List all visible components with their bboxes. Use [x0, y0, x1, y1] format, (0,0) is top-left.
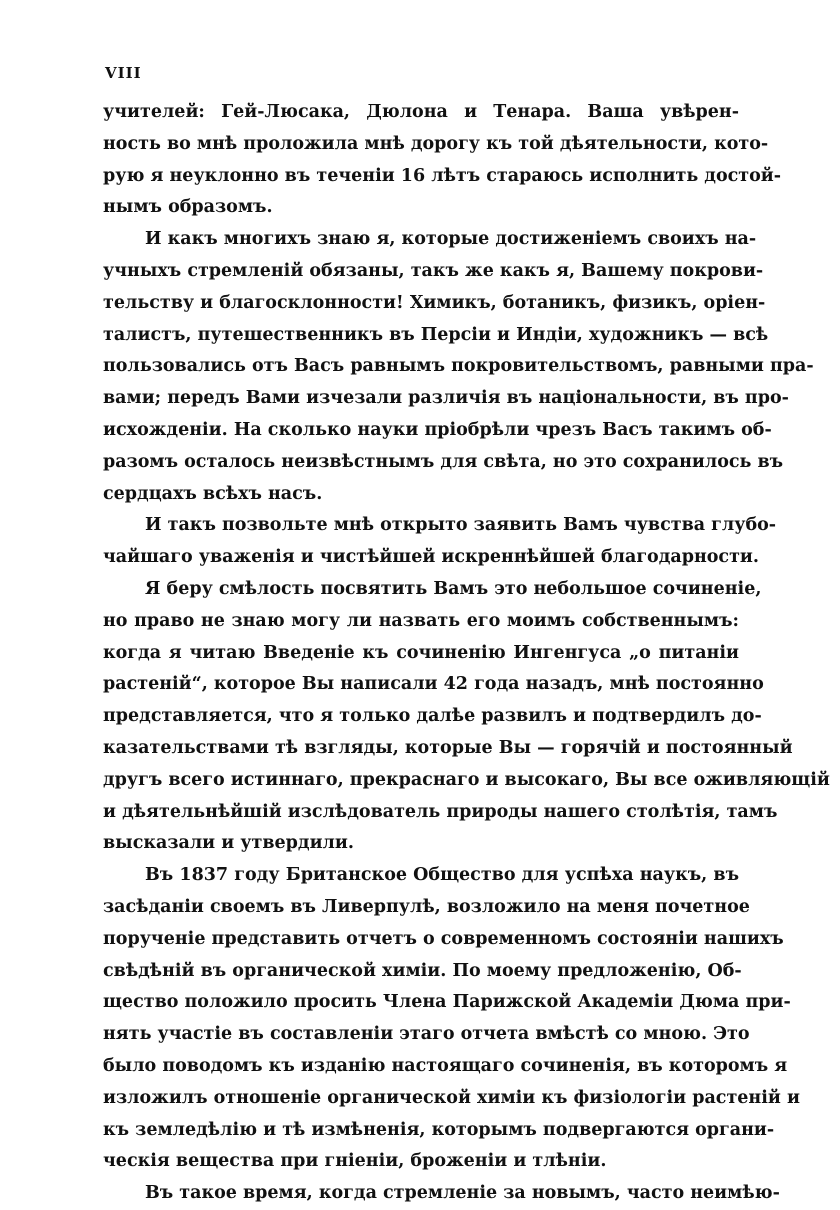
text-line: къ земледѣлію и тѣ измѣненія, которымъ подвергаются органи- [103, 1119, 775, 1140]
text-line: высказали и утвердили. [103, 833, 354, 854]
text-line: растеній“, которое Вы написали 42 года назадъ, мнѣ постоянно [103, 674, 764, 695]
text-line: Въ такое время, когда стремленіе за новымъ, часто неимѣю- [145, 1183, 780, 1204]
text-line: Въ 1837 году Британское Общество для успѣха наукъ, въ [145, 865, 739, 886]
page-number: VIII [105, 64, 142, 82]
text-line: но право не знаю могу ли назвать его моимъ собственнымъ: [103, 610, 739, 631]
text-line: было поводомъ къ изданію настоящаго сочиненія, въ которомъ я [103, 1055, 788, 1076]
text-line: казательствами тѣ взгляды, которые Вы — горячій и постоянный [103, 737, 793, 758]
text-line: щество положило просить Члена Парижской Академіи Дюма при- [103, 992, 791, 1013]
text-line: Я беру смѣлость посвятить Вамъ это небольшое сочиненіе, [145, 578, 762, 599]
text-line: изложилъ отношеніе органической химіи къ физіологіи растеній и [103, 1087, 800, 1108]
text-line: засѣданіи своемъ въ Ливерпулѣ, возложило на меня почетное [103, 896, 750, 917]
body-text [103, 97, 830, 1210]
text-line: учныхъ стремленій обязаны, такъ же какъ я, Вашему покрови- [103, 260, 764, 281]
text-line: свѣдѣній въ органической химіи. По моему предложенію, Об- [103, 960, 742, 981]
text-line: и дѣятельнѣйшій изслѣдователь природы нашего столѣтія, тамъ [103, 801, 778, 822]
text-line: учителей: Гей-Люсака, Дюлона и Тенара. Ваша увѣрен- [103, 102, 739, 122]
text-line: другъ всего истиннаго, прекраснаго и высокаго, Вы все оживляющій [103, 769, 830, 790]
text-line: представляется, что я только далѣе развилъ и подтвердилъ до- [103, 706, 762, 727]
text-line: нымъ образомъ. [103, 197, 273, 218]
text-line: И какъ многихъ знаю я, которые достиженіемъ своихъ на- [145, 229, 757, 250]
text-line: разомъ осталось неизвѣстнымъ для свѣта, но это сохранилось въ [103, 451, 784, 472]
text-line: когда я читаю Введеніе къ сочиненію Ингенгуса „о питаніи [103, 642, 739, 663]
text-line: вами; передъ Вами изчезали различія въ національности, въ про- [103, 388, 789, 409]
text-line: ческія вещества при гніеніи, броженіи и тлѣніи. [103, 1151, 607, 1172]
text-line: И такъ позвольте мнѣ открыто заявить Вамъ чувства глубо- [145, 515, 777, 536]
text-line: нять участіе въ составленіи этаго отчета вмѣстѣ со мною. Это [103, 1024, 750, 1045]
text-line: исхожденіи. На сколько науки пріобрѣли чрезъ Васъ такимъ об- [103, 419, 772, 440]
text-line: рую я неуклонно въ теченіи 16 лѣтъ стараюсь исполнить достой- [103, 165, 782, 186]
text-line: пользовались отъ Васъ равнымъ покровительствомъ, равными пра- [103, 356, 814, 377]
text-line: ность во мнѣ проложила мнѣ дорогу къ той дѣятельности, кото- [103, 133, 769, 154]
text-line: чайшаго уваженія и чистѣйшей искреннѣйшей благодарности. [103, 547, 760, 568]
text-line: талистъ, путешественникъ въ Персіи и Индіи, художникъ — всѣ [103, 324, 769, 345]
text-line: тельству и благосклонности! Химикъ, ботаникъ, физикъ, оріен- [103, 292, 766, 313]
text-line: порученіе представить отчетъ о современномъ состояніи нашихъ [103, 928, 784, 949]
text-line: сердцахъ всѣхъ насъ. [103, 483, 323, 504]
